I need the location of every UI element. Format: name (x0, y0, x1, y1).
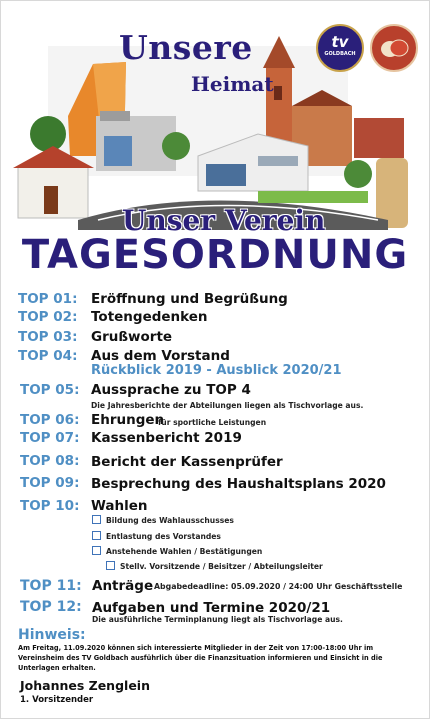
checklist-item: Anstehende Wahlen / Bestätigungen (106, 547, 263, 556)
agenda-item-title: Aussprache zu TOP 4 (91, 382, 251, 398)
agenda-item-title: Totengedenken (91, 309, 208, 325)
top-number: TOP 05: (20, 382, 80, 398)
checklist-item: Stellv. Vorsitzende / Beisitzer / Abteilungsleiter (120, 562, 323, 571)
banner-title-unsere: Unsere (119, 28, 253, 67)
top-number: TOP 09: (20, 475, 80, 491)
top-number: TOP 08: (20, 453, 80, 469)
checkbox (92, 515, 101, 524)
boxing-gloves-logo (370, 24, 418, 72)
agenda-item-subtitle: Rückblick 2019 - Ausblick 2020/21 (91, 363, 342, 378)
top-number: TOP 01: (18, 291, 78, 307)
logo-tv-text: tv (331, 33, 349, 51)
agenda-item-note: für sportliche Leistungen (158, 418, 267, 427)
banner-title-verein: Unser Verein (122, 204, 326, 237)
checklist-item: Bildung des Wahlausschusses (106, 516, 234, 525)
signature-name: Johannes Zenglein (20, 678, 150, 693)
agenda-item-title: Bericht der Kassenprüfer (91, 454, 283, 470)
agenda-item-title: Wahlen (91, 498, 148, 514)
hinweis-text: Am Freitag, 11.09.2020 können sich interessierte Mitglieder in der Zeit von 17:00-18:00 Uhr im Vereinsheim des TV Goldbach ausführlich über die Finanzsituation informieren und Einsicht in die Unterlagen erhalten. (18, 644, 383, 672)
agenda-item-title: Grußworte (91, 329, 173, 345)
logo-tv-sub: GOLDBACH (324, 51, 356, 57)
header-collage (8, 6, 422, 236)
agenda-item-note: Abgabedeadline: 05.09.2020 / 24:00 Uhr Geschäftsstelle (154, 582, 403, 591)
hinweis-label: Hinweis: (18, 627, 86, 643)
glove-icon (372, 26, 416, 70)
banner-title-heimat: Heimat (191, 72, 274, 96)
signature-role: 1. Vorsitzender (20, 695, 94, 705)
top-number: TOP 11: (20, 578, 82, 594)
top-number: TOP 03: (18, 329, 78, 345)
agenda-item-title: Ehrungen (91, 412, 165, 428)
checkbox (92, 531, 101, 540)
agenda-item-title: Anträge (92, 578, 154, 594)
agenda-item-note: Die ausführliche Terminplanung liegt als Tischvorlage aus. (92, 615, 343, 624)
agenda-item-title: Kassenbericht 2019 (91, 430, 242, 446)
page-title: TAGESORDNUNG (21, 232, 409, 278)
tv-goldbach-logo (316, 24, 364, 72)
agenda-item-title: Eröffnung und Begrüßung (91, 291, 288, 307)
top-number: TOP 04: (18, 348, 78, 364)
agenda-item-note: Die Jahresberichte der Abteilungen liegen als Tischvorlage aus. (91, 401, 364, 410)
top-number: TOP 06: (20, 412, 80, 428)
top-number: TOP 12: (20, 599, 82, 615)
top-number: TOP 10: (20, 498, 80, 514)
agenda-item-title: Aufgaben und Termine 2020/21 (92, 600, 331, 616)
checkbox (92, 546, 101, 555)
top-number: TOP 07: (20, 430, 80, 446)
checkbox (106, 561, 115, 570)
top-number: TOP 02: (18, 309, 78, 325)
agenda-item-title: Aus dem Vorstand (91, 348, 230, 364)
checklist-item: Entlastung des Vorstandes (106, 532, 221, 541)
agenda-item-title: Besprechung des Haushaltsplans 2020 (91, 476, 386, 492)
